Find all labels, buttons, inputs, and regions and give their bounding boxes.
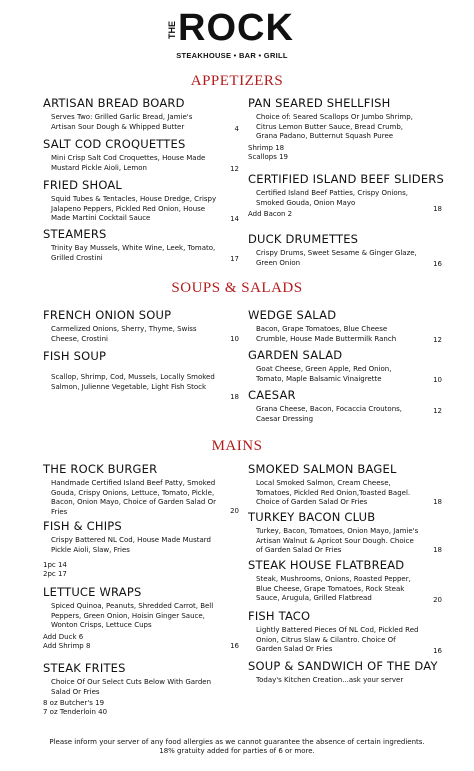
item-price: 16 <box>433 647 442 655</box>
menu-item <box>248 232 442 268</box>
item-name: CAESAR <box>248 388 296 402</box>
item-price: 12 <box>433 336 442 344</box>
item-price: 16 <box>230 642 239 650</box>
item-name: LETTUCE WRAPS <box>43 585 142 599</box>
item-description: Choice Of Our Select Cuts Below With Garden Salad Or Fries <box>51 678 212 696</box>
item-name: FISH TACO <box>248 609 311 623</box>
item-description: Scallop, Shrimp, Cod, Mussels, Locally Smoked Salmon, Julienne Vegetable, Light Fish Stock <box>51 373 215 391</box>
item-name: WEDGE SALAD <box>248 308 337 322</box>
menu-item <box>43 661 231 717</box>
item-description: Steak, Mushrooms, Onions, Roasted Pepper, Blue Cheese, Grape Tomatoes, Rock Steak Sauce, Arugula, Grilled Flatbread <box>256 575 411 602</box>
item-option: Shrimp 18 <box>248 143 285 152</box>
item-description: Trinity Bay Mussels, White Wine, Leek, Tomato, Grilled Crostini <box>51 244 216 262</box>
item-name: ARTISAN BREAD BOARD <box>43 96 185 110</box>
item-description: Squid Tubes & Tentacles, House Dredge, Crispy Jalapeno Peppers, Pickled Red Onion, House Made Martini Cocktail Sauce <box>51 195 217 222</box>
allergy-notice: Please inform your server of any food allergies as we cannot guarantee the absence of certain ingredients. <box>49 738 425 746</box>
item-price: 16 <box>433 260 442 268</box>
menu-item <box>43 349 239 401</box>
item-description: Lightly Battered Pieces Of NL Cod, Pickled Red Onion, Citrus Slaw & Cilantro. Choice Of Garden Salad Or Fries <box>256 626 419 653</box>
item-description: Crispy Drums, Sweet Sesame & Ginger Glaze, Green Onion <box>256 249 417 267</box>
item-name: TURKEY BACON CLUB <box>248 510 376 524</box>
item-option: Scallops 19 <box>248 152 288 161</box>
menu-item <box>43 519 231 579</box>
item-option: 1pc 14 <box>43 561 67 569</box>
menu-item <box>43 96 239 133</box>
item-price: 17 <box>230 255 239 263</box>
menu-item <box>248 462 442 508</box>
item-description: Crispy Battered NL Cod, House Made Mustard Pickle Aioli, Slaw, Fries <box>51 536 212 554</box>
item-price: 4 <box>234 125 239 133</box>
item-description: Serves Two: Grilled Garlic Bread, Jamie's Artisan Sour Dough & Whipped Butter <box>51 113 193 131</box>
item-description: Mini Crisp Salt Cod Croquettes, House Made Mustard Pickle Aioli, Lemon <box>51 154 206 172</box>
footer <box>0 738 474 756</box>
logo-tagline: STEAKHOUSE • BAR • GRILL <box>176 51 288 60</box>
menu-item <box>248 172 444 219</box>
item-name: FISH & CHIPS <box>43 519 122 533</box>
item-price: 20 <box>230 507 239 515</box>
item-description: Turkey, Bacon, Tomatoes, Onion Mayo, Jamie's Artisan Walnut & Apricot Sour Dough. Choice of Garden Salad Or Fries <box>256 527 419 554</box>
item-description: Spiced Quinoa, Peanuts, Shredded Carrot, Bell Peppers, Green Onion, Hoisin Ginger Sauce, Wonton Crisps, Lettuce Cups <box>51 602 214 629</box>
menu-item <box>248 388 442 424</box>
item-price: 18 <box>433 546 442 554</box>
menu-item <box>43 137 239 173</box>
menu-item <box>43 308 239 344</box>
menu-item <box>248 308 442 344</box>
section-title-appetizers: APPETIZERS <box>190 73 284 89</box>
item-price: 18 <box>433 498 442 506</box>
item-price: 20 <box>433 596 442 604</box>
item-name: STEAMERS <box>43 227 107 241</box>
item-price: 10 <box>433 376 442 384</box>
item-price: 10 <box>230 335 239 343</box>
menu-item <box>43 462 239 517</box>
item-name: SALT COD CROQUETTES <box>43 137 186 151</box>
logo <box>0 7 474 68</box>
item-option: 7 oz Tenderloin 40 <box>43 708 108 716</box>
item-name: CERTIFIED ISLAND BEEF SLIDERS <box>248 172 444 186</box>
item-name: THE ROCK BURGER <box>43 462 158 476</box>
item-option: Add Duck 6 <box>43 632 84 641</box>
item-description: Bacon, Grape Tomatoes, Blue Cheese Crumble, House Made Buttermilk Ranch <box>256 325 397 343</box>
item-description: Choice of: Seared Scallops Or Jumbo Shrimp, Citrus Lemon Butter Sauce, Bread Crumb, Grana Padano, Butternut Squash Puree <box>256 113 413 140</box>
item-option: Add Shrimp 8 <box>43 641 91 650</box>
item-description: Local Smoked Salmon, Cream Cheese, Tomatoes, Pickled Red Onion,Toasted Bagel. Choice of Garden Salad Or Fries <box>256 479 411 506</box>
menu-item <box>248 609 442 655</box>
menu-item <box>43 227 239 263</box>
item-name: FISH SOUP <box>43 349 107 363</box>
item-name: GARDEN SALAD <box>248 348 343 362</box>
item-description: Handmade Certified Island Beef Patty, Smoked Gouda, Crispy Onions, Lettuce, Tomato, Pickle, Bacon, Onion Mayo, Choice of Garden Salad Or Fries <box>51 479 216 516</box>
item-price: 12 <box>433 407 442 415</box>
menu-item <box>248 659 438 686</box>
menu-item <box>43 178 239 224</box>
item-name: STEAK HOUSE FLATBREAD <box>248 558 405 572</box>
logo-rock: ROCK <box>178 7 294 49</box>
item-name: FRENCH ONION SOUP <box>43 308 172 322</box>
menu-item <box>248 558 442 604</box>
item-name: SOUP & SANDWICH OF THE DAY <box>248 659 438 673</box>
item-description: Carmelized Onions, Sherry, Thyme, Swiss Cheese, Crostini <box>51 325 197 343</box>
item-option: 2pc 17 <box>43 570 67 578</box>
logo-the: THE <box>167 21 177 39</box>
item-price: 14 <box>230 215 239 223</box>
menu-item <box>248 348 442 384</box>
item-name: STEAK FRITES <box>43 661 126 675</box>
menu-item <box>248 510 442 556</box>
item-price: 12 <box>230 165 239 173</box>
item-description: Certified Island Beef Patties, Crispy Onions, Smoked Gouda, Onion Mayo <box>256 189 408 207</box>
item-description: Goat Cheese, Green Apple, Red Onion, Tomato, Maple Balsamic Vinaigrette <box>256 365 392 383</box>
gratuity-notice: 18% gratuity added for parties of 6 or more. <box>159 747 315 755</box>
section-title-mains: MAINS <box>211 438 263 454</box>
item-description: Grana Cheese, Bacon, Focaccia Croutons, Caesar Dressing <box>256 405 403 423</box>
item-name: DUCK DRUMETTES <box>248 232 359 246</box>
menu-item <box>248 96 434 162</box>
item-name: SMOKED SALMON BAGEL <box>248 462 397 476</box>
item-name: FRIED SHOAL <box>43 178 123 192</box>
item-description: Today's Kitchen Creation...ask your server <box>256 676 404 684</box>
menu-item <box>43 585 239 651</box>
item-option: Add Bacon 2 <box>248 210 293 218</box>
section-title-soups-salads: SOUPS & SALADS <box>171 280 303 296</box>
item-price: 18 <box>230 393 239 401</box>
item-name: PAN SEARED SHELLFISH <box>248 96 391 110</box>
item-price: 18 <box>433 205 442 213</box>
item-option: 8 oz Butcher's 19 <box>43 699 105 707</box>
